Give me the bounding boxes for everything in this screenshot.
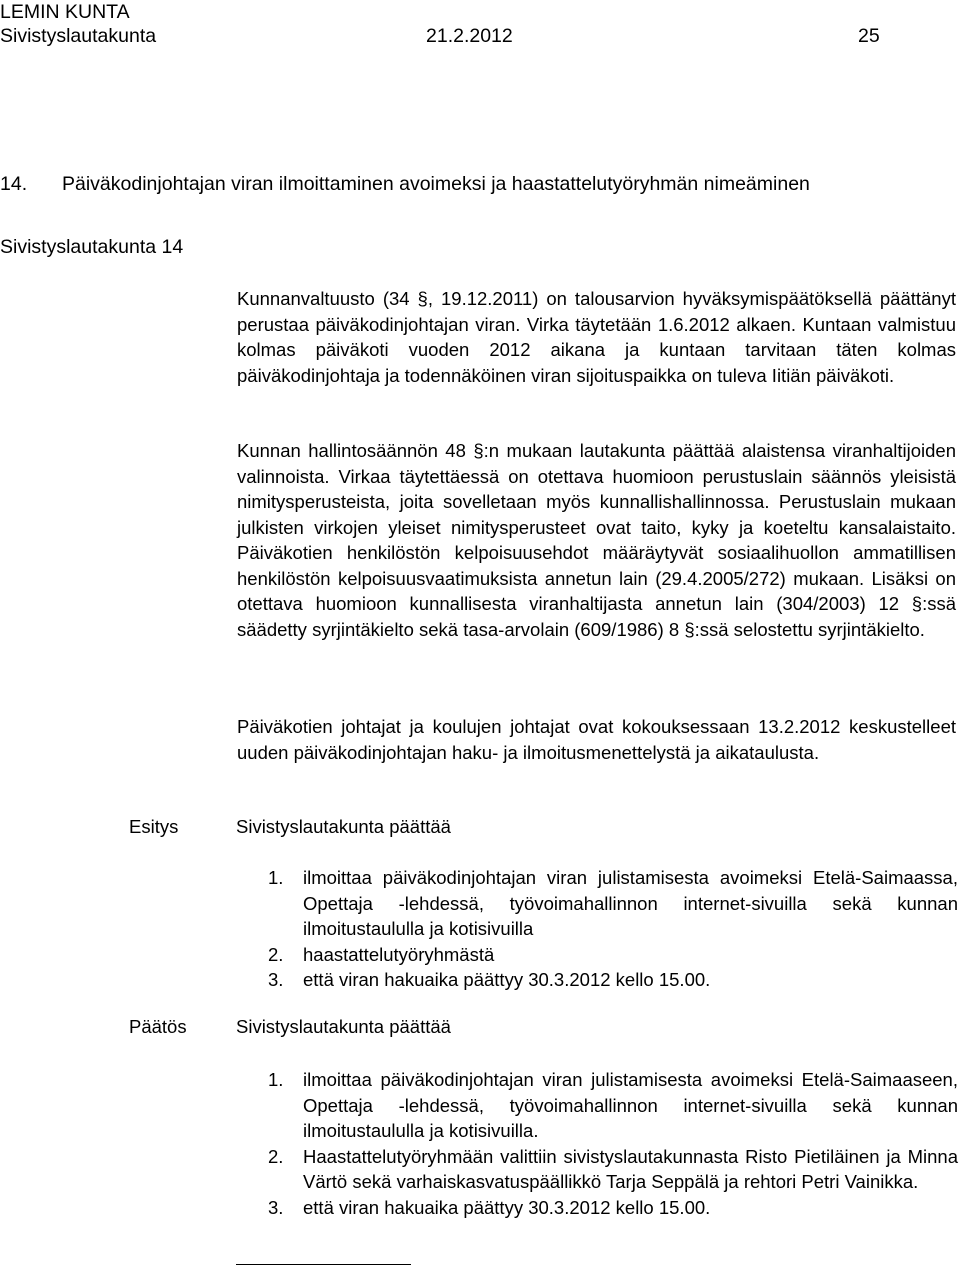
organization-name: LEMIN KUNTA [0,1,130,23]
list-item-number: 2. [268,1145,284,1167]
list-item [268,1144,958,1195]
meeting-date: 21.2.2012 [426,25,513,47]
list-item-number: 2. [268,943,284,965]
footnote-rule [236,1264,411,1265]
committee-name: Sivistyslautakunta [0,25,157,47]
list-item [268,942,958,968]
list-item-number: 1. [268,867,284,888]
list-item [268,967,958,993]
section-title: Päiväkodinjohtajan viran ilmoittaminen avoimeksi ja haastattelutyöryhmän nimeäminen [62,173,810,195]
page-number: 25 [858,25,880,47]
list-item [268,1067,958,1144]
section-number: 14. [0,173,28,195]
paatos-list [268,1067,958,1220]
list-item-text: haastattelutyöryhmästä [303,943,495,965]
list-item-number: 1. [268,1069,284,1090]
list-item-text: että viran hakuaika päättyy 30.3.2012 kello 15.00. [303,1196,711,1218]
list-item-text: Haastattelutyöryhmään valittiin sivistyslautakunnasta Risto Pietiläinen ja Minna Värtö sekä varhaiskasvatuspäällikkö Tarja Seppälä ja rehtori Petri Vainikka. [303,1145,958,1192]
section-heading [0,173,810,196]
list-item [268,1195,958,1221]
list-item [268,865,958,942]
paragraph-background: Kunnanvaltuusto (34 §, 19.12.2011) on talousarvion hyväksymispäätöksellä päättänyt perustaa päiväkodinjohtajan viran. Virka täytetään 1.6.2012 alkaen. Kuntaan valmistuu kolmas päiväkoti vuoden 2012 aikana ja kuntaan tarvitaan täten kolmas päiväkodinjohtaja ja todennäköinen viran sijoituspaikka on tuleva Iitiän päiväkoti. [237,288,956,386]
esitys-label: Esitys [129,816,179,837]
paragraph-legal-basis: Kunnan hallintosäännön 48 §:n mukaan lautakunta päättää alaistensa viranhaltijoiden valinnoista. Virkaa täytettäessä on otettava huomioon perustuslain säännös yleisistä nimitysperusteista, joita sovelletaan myös kunnallishallinnossa. Perustuslain mukaan julkisten virkojen yleiset nimitysperusteet ovat taito, kyky ja koeteltu kansalaistaito. Päiväkotien henkilöstön kelpoisuusehdot määräytyvät sosiaalihuollon ammatillisen henkilöstön kelpoisuusvaatimuksista annetun lain (29.4.2005/272) mukaan. Lisäksi on otettava huomioon kunnallisesta viranhaltijasta annetun lain (304/2003) 12 §:ssä säädetty syrjintäkielto sekä tasa-arvolain (609/1986) 8 §:ssä selostettu syrjintäkielto. [237,440,956,640]
list-item-text: ilmoittaa päiväkodinjohtajan viran julistamisesta avoimeksi Etelä-Saimaaseen, Opettaja -lehdessä, työvoimahallinnon internet-sivuilla sekä kunnan ilmoitustaululla ja kotisivuilla. [303,1069,958,1141]
list-item-number: 3. [268,1196,284,1218]
esitys-title: Sivistyslautakunta päättää [236,816,451,837]
esitys-list [268,865,958,993]
paatos-title: Sivistyslautakunta päättää [236,1016,451,1037]
paragraph-discussion: Päiväkotien johtajat ja koulujen johtajat ovat kokouksessaan 13.2.2012 keskustelleet uuden päiväkodinjohtajan haku- ja ilmoitusmenettelystä ja aikataulusta. [237,716,956,763]
list-item-text: että viran hakuaika päättyy 30.3.2012 kello 15.00. [303,969,711,990]
list-item-text: ilmoittaa päiväkodinjohtajan viran julistamisesta avoimeksi Etelä-Saimaassa, Opettaja -lehdessä, työvoimahallinnon internet-sivuilla sekä kunnan ilmoitustaululla ja kotisivuilla [303,867,958,939]
paatos-label: Päätös [129,1016,187,1037]
list-item-number: 3. [268,969,284,990]
reference-line: Sivistyslautakunta 14 [0,236,184,258]
